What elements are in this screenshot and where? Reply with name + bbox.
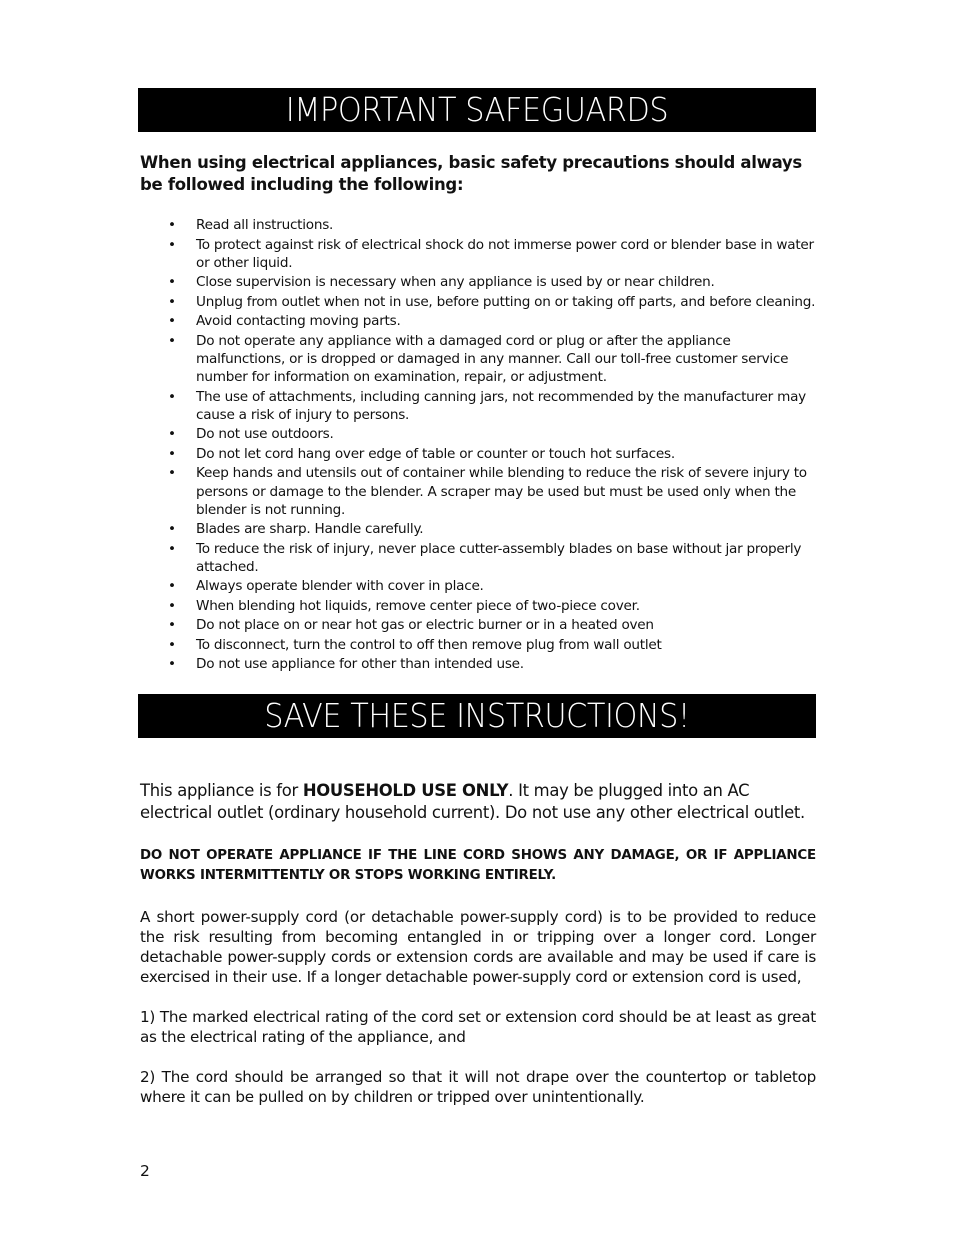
household-suffix: . It may be plugged into an AC electrical outlet (ordinary household current). Do not use any other electrical outlet. [140,781,805,822]
safeguard-text: Blades are sharp. Handle carefully. [196,521,424,538]
safeguard-item [168,464,818,519]
safeguard-item [168,273,818,291]
safeguards-list [168,216,818,675]
safeguard-item [168,388,818,424]
safeguard-item [168,312,818,330]
bullet-icon: • [168,521,176,538]
safeguard-item [168,520,818,538]
save-instructions-heading: SAVE THESE INSTRUCTIONS! [264,696,690,735]
safeguard-item [168,597,818,615]
safeguard-item [168,636,818,654]
bullet-icon: • [168,578,176,595]
bullet-icon: • [168,388,176,405]
safeguard-item [168,655,818,673]
safeguard-item [168,425,818,443]
safeguard-item [168,332,818,387]
important-safeguards-banner [138,88,816,132]
household-prefix: This appliance is for [140,781,303,800]
safeguard-item [168,445,818,463]
safeguard-text: Do not let cord hang over edge of table or counter or touch hot surfaces. [196,445,675,462]
bullet-icon: • [168,540,176,557]
safeguard-item [168,577,818,595]
safeguard-item [168,236,818,272]
safeguard-text: When blending hot liquids, remove center piece of two-piece cover. [196,597,640,614]
safeguard-text: To protect against risk of electrical shock do not immerse power cord or blender base in water or other liquid. [196,236,814,271]
bullet-icon: • [168,293,176,310]
intro-text: When using electrical appliances, basic safety precautions should always be followed including the following: [140,153,802,194]
bullet-icon: • [168,217,176,233]
safeguard-text: The use of attachments, including canning jars, not recommended by the manufacturer may cause a risk of injury to persons. [196,388,806,423]
bullet-icon: • [168,313,176,330]
save-instructions-banner [138,694,816,738]
safeguard-text: Avoid contacting moving parts. [196,313,401,330]
bullet-icon: • [168,236,176,253]
short-cord-paragraph: A short power-supply cord (or detachable power-supply cord) is to be provided to reduce the risk resulting from becoming entangled in or tripping over a longer cord. Longer detachable power-supply cords or extension cords are available and may be used if care is exercised in their use. If a longer detachable power-supply cord or extension cord is used, [140,908,816,986]
bullet-icon: • [168,617,176,634]
line-cord-warning: DO NOT OPERATE APPLIANCE IF THE LINE CORD SHOWS ANY DAMAGE, OR IF APPLIANCE WORKS INTERMITTENTLY OR STOPS WORKING ENTIRELY. [140,848,816,883]
page-title: IMPORTANT SAFEGUARDS [285,90,669,129]
bullet-icon: • [168,465,176,482]
bullet-icon: • [168,656,176,673]
electrical-rating-paragraph: 1) The marked electrical rating of the cord set or extension cord should be at least as great as the electrical rating of the appliance, and [140,1008,816,1046]
safeguard-text: Unplug from outlet when not in use, before putting on or taking off parts, and before cleaning. [196,293,816,310]
safeguard-item [168,293,818,311]
household-emphasis: HOUSEHOLD USE ONLY [302,781,509,800]
safeguard-item [168,616,818,634]
safeguard-text: To reduce the risk of injury, never place cutter-assembly blades on base without jar properly attached. [196,540,802,575]
safeguard-text: Always operate blender with cover in place. [196,578,484,595]
safeguard-text: Keep hands and utensils out of container while blending to reduce the risk of severe injury to persons or damage to the blender. A scraper may be used but must be used only when the blender is not running. [196,465,807,518]
safeguard-text: Do not use outdoors. [196,426,334,443]
safeguard-text: Do not place on or near hot gas or electric burner or in a heated oven [196,617,654,634]
bullet-icon: • [168,636,176,653]
cord-arrangement-paragraph: 2) The cord should be arranged so that it will not drape over the countertop or tabletop where it can be pulled on by children or tripped over unintentionally. [140,1068,816,1106]
safeguard-text: Close supervision is necessary when any appliance is used by or near children. [196,274,715,291]
bullet-icon: • [168,426,176,443]
safeguard-text: Do not operate any appliance with a damaged cord or plug or after the appliance malfunctions, or is dropped or damaged in any manner. Call our toll-free customer service number for information on examination, repair, or adjustment. [196,332,789,386]
household-use-paragraph [140,780,816,824]
safeguard-item [168,540,818,576]
bullet-icon: • [168,445,176,462]
safeguard-text: Read all instructions. [196,217,334,233]
safeguard-item [168,216,818,234]
bullet-icon: • [168,274,176,291]
page-number: 2 [140,1162,150,1180]
safeguard-text: Do not use appliance for other than intended use. [196,656,524,673]
bullet-icon: • [168,332,176,349]
bullet-icon: • [168,597,176,614]
safeguard-text: To disconnect, turn the control to off then remove plug from wall outlet [196,636,662,653]
